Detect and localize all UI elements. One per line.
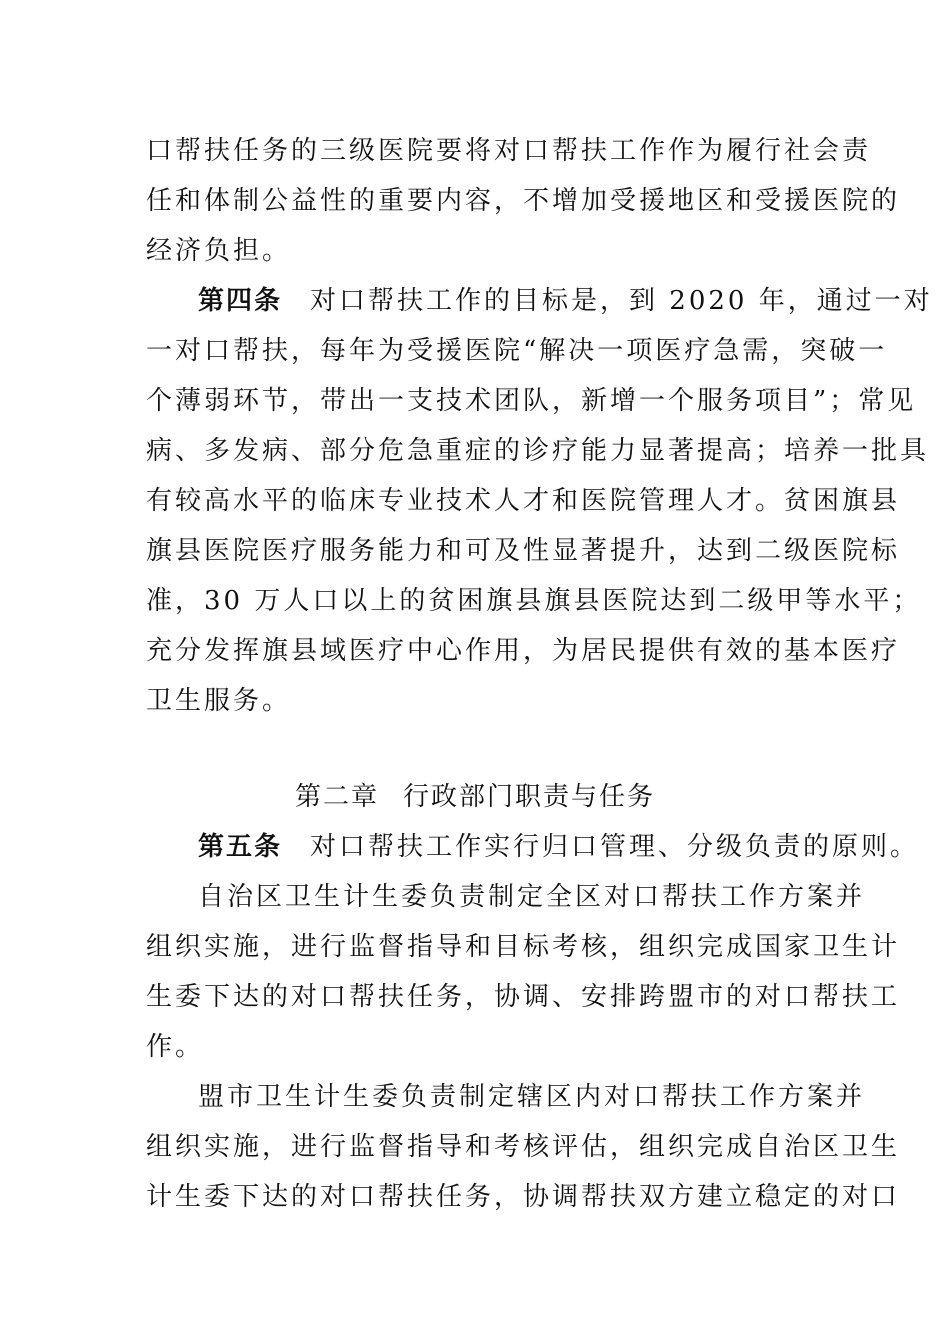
text-line: 作。 xyxy=(146,1032,205,1062)
text-line: 病、多发病、部分危急重症的诊疗能力显著提高；培养一批具 xyxy=(146,436,930,466)
article-4-text: 对口帮扶工作的目标是，到 2020 年，通过一对 xyxy=(310,286,933,316)
text-line: 自治区卫生计生委负责制定全区对口帮扶工作方案并 xyxy=(198,882,866,912)
text-line: 生委下达的对口帮扶任务，协调、安排跨盟市的对口帮扶工 xyxy=(146,982,901,1012)
text-line: 经济负担。 xyxy=(146,236,292,266)
chapter-title: 行政部门职责与任务 xyxy=(403,782,656,812)
text-line: 准，30 万人口以上的贫困旗县旗县医院达到二级甲等水平； xyxy=(146,586,922,616)
article-4-label: 第四条 xyxy=(198,286,283,316)
text-line: 盟市卫生计生委负责制定辖区内对口帮扶工作方案并 xyxy=(198,1082,866,1112)
article-5-label: 第五条 xyxy=(198,832,283,862)
chapter-heading xyxy=(0,772,950,822)
text-line: 卫生服务。 xyxy=(146,686,292,716)
text-line: 有较高水平的临床专业技术人才和医院管理人才。贫困旗县 xyxy=(146,486,901,516)
article-5-text: 对口帮扶工作实行归口管理、分级负责的原则。 xyxy=(310,832,920,862)
chapter-number: 第二章 xyxy=(294,782,379,812)
text-line: 计生委下达的对口帮扶任务，协调帮扶双方建立稳定的对口 xyxy=(146,1182,901,1212)
text-line: 个薄弱环节，带出一支技术团队，新增一个服务项目”；常见 xyxy=(146,386,917,416)
text-line: 任和体制公益性的重要内容，不增加受援地区和受援医院的 xyxy=(146,186,901,216)
text-line: 组织实施，进行监督指导和目标考核，组织完成国家卫生计 xyxy=(146,932,901,962)
text-line: 充分发挥旗县域医疗中心作用，为居民提供有效的基本医疗 xyxy=(146,636,901,666)
article-4-first-line xyxy=(198,276,933,326)
text-line: 口帮扶任务的三级医院要将对口帮扶工作作为履行社会责 xyxy=(146,136,872,166)
text-line: 旗县医院医疗服务能力和可及性显著提升，达到二级医院标 xyxy=(146,536,901,566)
text-line: 组织实施，进行监督指导和考核评估，组织完成自治区卫生 xyxy=(146,1132,901,1162)
article-5-first-line xyxy=(198,822,920,872)
text-line: 一对口帮扶，每年为受援医院“解决一项医疗急需，突破一 xyxy=(146,336,888,366)
